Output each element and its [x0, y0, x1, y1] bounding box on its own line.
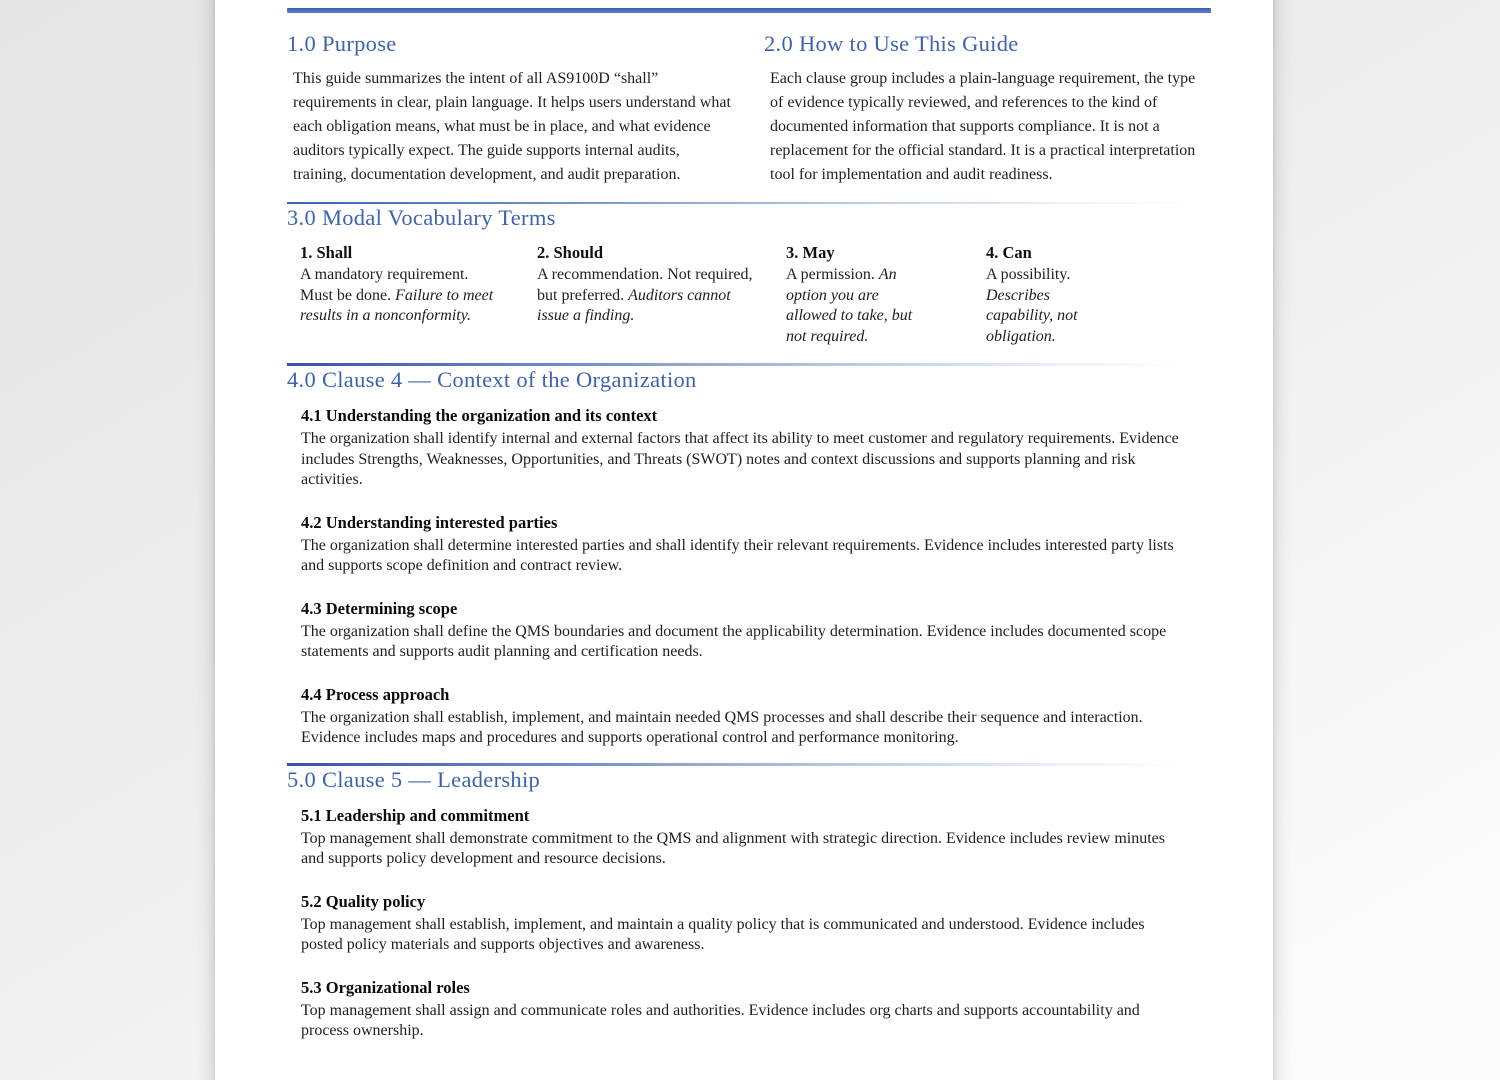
- clause-item-body: Top management shall establish, implement, and maintain a quality policy that is communicated and understood. Evidence includes posted policy materials and supports objectives and awareness.: [301, 915, 1145, 953]
- page-content: [287, 8, 1211, 1042]
- clause-item-4-4: [301, 685, 1211, 749]
- clause-item-body: The organization shall determine interested parties and shall identify their relevant requirements. Evidence includes interested party lists and supports scope definition and contract review.: [301, 536, 1174, 574]
- clause-item-4-1: [301, 406, 1211, 491]
- vocab-term-name: 2. Should: [537, 243, 604, 262]
- clause-item-heading: 4.2 Understanding interested parties: [301, 512, 558, 532]
- purpose-title: 1.0 Purpose: [287, 31, 397, 56]
- definition-emphasis: Failure to meet results in a nonconformity.: [300, 286, 494, 324]
- clause-item-4-2: [301, 513, 1211, 577]
- vocab-term-may: [786, 242, 986, 347]
- clause5-title: 5.0 Clause 5 — Leadership: [287, 766, 541, 792]
- clause-item-body: The organization shall establish, implement, and maintain needed QMS processes and shall describe their sequence and interaction. Evidence includes maps and procedures and supports operational control and performance monitoring.: [301, 708, 1143, 746]
- vocab-term-definition: [537, 265, 757, 327]
- clause-item-heading: 5.1 Leadership and commitment: [301, 805, 530, 825]
- clause-item-heading: 4.1 Understanding the organization and its context: [301, 406, 658, 425]
- clause-item-4-3: [301, 599, 1211, 663]
- clause-item-heading: 4.3 Determining scope: [301, 598, 458, 618]
- document-page: [215, 0, 1273, 1080]
- clause-item-body: Top management shall assign and communicate roles and authorities. Evidence includes org charts and supports accountability and process ownership.: [301, 1001, 1140, 1039]
- how-to-use-title: 2.0 How to Use This Guide: [764, 31, 1019, 56]
- top-accent-rule: [287, 8, 1211, 13]
- clause-item-heading: 5.3 Organizational roles: [301, 977, 470, 997]
- definition-emphasis: Describes capability, not obligation.: [986, 286, 1078, 345]
- clause-item-body: The organization shall define the QMS boundaries and document the applicability determination. Evidence includes documented scope statements and supports audit planning and certification needs.: [301, 622, 1167, 660]
- vocab-term-can: [986, 242, 1210, 347]
- clause-item-body: Top management shall demonstrate commitment to the QMS and alignment with strategic direction. Evidence includes review minutes and supports policy development and resource decisions.: [301, 829, 1165, 867]
- vocab-term-name: 1. Shall: [300, 243, 353, 262]
- vocab-term-name: 4. Can: [986, 243, 1032, 262]
- vocab-term-definition: [786, 265, 928, 347]
- clause5-items: [287, 806, 1211, 1042]
- vocabulary-title: 3.0 Modal Vocabulary Terms: [287, 205, 556, 230]
- clause-item-heading: 4.4 Process approach: [301, 684, 450, 704]
- definition-emphasis: An option you are allowed to take, but not required.: [786, 266, 913, 345]
- vocabulary-grid: [287, 242, 1211, 347]
- section-how-to-use: [764, 30, 1211, 187]
- clause-item-5-1: [301, 806, 1211, 870]
- purpose-body: This guide summarizes the intent of all AS9100D “shall” requirements in clear, plain language. It helps users understand what each obligation means, what must be in place, and what evidence auditors typically expect. The guide supports internal audits, training, documentation development, and audit preparation.: [293, 70, 731, 183]
- definition-emphasis: Auditors cannot issue a finding.: [537, 286, 731, 324]
- vocab-term-shall: [300, 242, 537, 347]
- vocab-term-name: 3. May: [786, 243, 835, 262]
- section-purpose: [287, 30, 734, 187]
- vocab-term-definition: [986, 265, 1104, 347]
- vocab-term-definition: [300, 265, 498, 327]
- how-to-use-body: Each clause group includes a plain-language requirement, the type of evidence typically reviewed, and references to the kind of documented information that supports compliance. It is not a replacement for the official standard. It is a practical interpretation tool for implementation and audit readiness.: [770, 70, 1196, 183]
- clause4-items: [287, 406, 1211, 749]
- clause-item-heading: 5.2 Quality policy: [301, 891, 426, 911]
- clause-item-5-2: [301, 892, 1211, 956]
- clause4-title: 4.0 Clause 4 — Context of the Organization: [287, 367, 697, 392]
- intro-columns: [287, 30, 1211, 187]
- clause-item-5-3: [301, 978, 1211, 1042]
- definition-text: A mandatory requirement. Must be done.: [300, 266, 469, 304]
- definition-text: A recommendation. Not required, but preferred.: [537, 266, 753, 304]
- vocab-term-should: [537, 242, 786, 347]
- definition-text: A permission.: [786, 266, 879, 283]
- definition-text: A possibility.: [986, 266, 1071, 283]
- clause-item-body: The organization shall identify internal and external factors that affect its ability to meet customer and regulatory requirements. Evidence includes Strengths, Weaknesses, Opportunities, and Threats (SWOT) notes and context discussions and supports planning and risk activities.: [301, 430, 1179, 488]
